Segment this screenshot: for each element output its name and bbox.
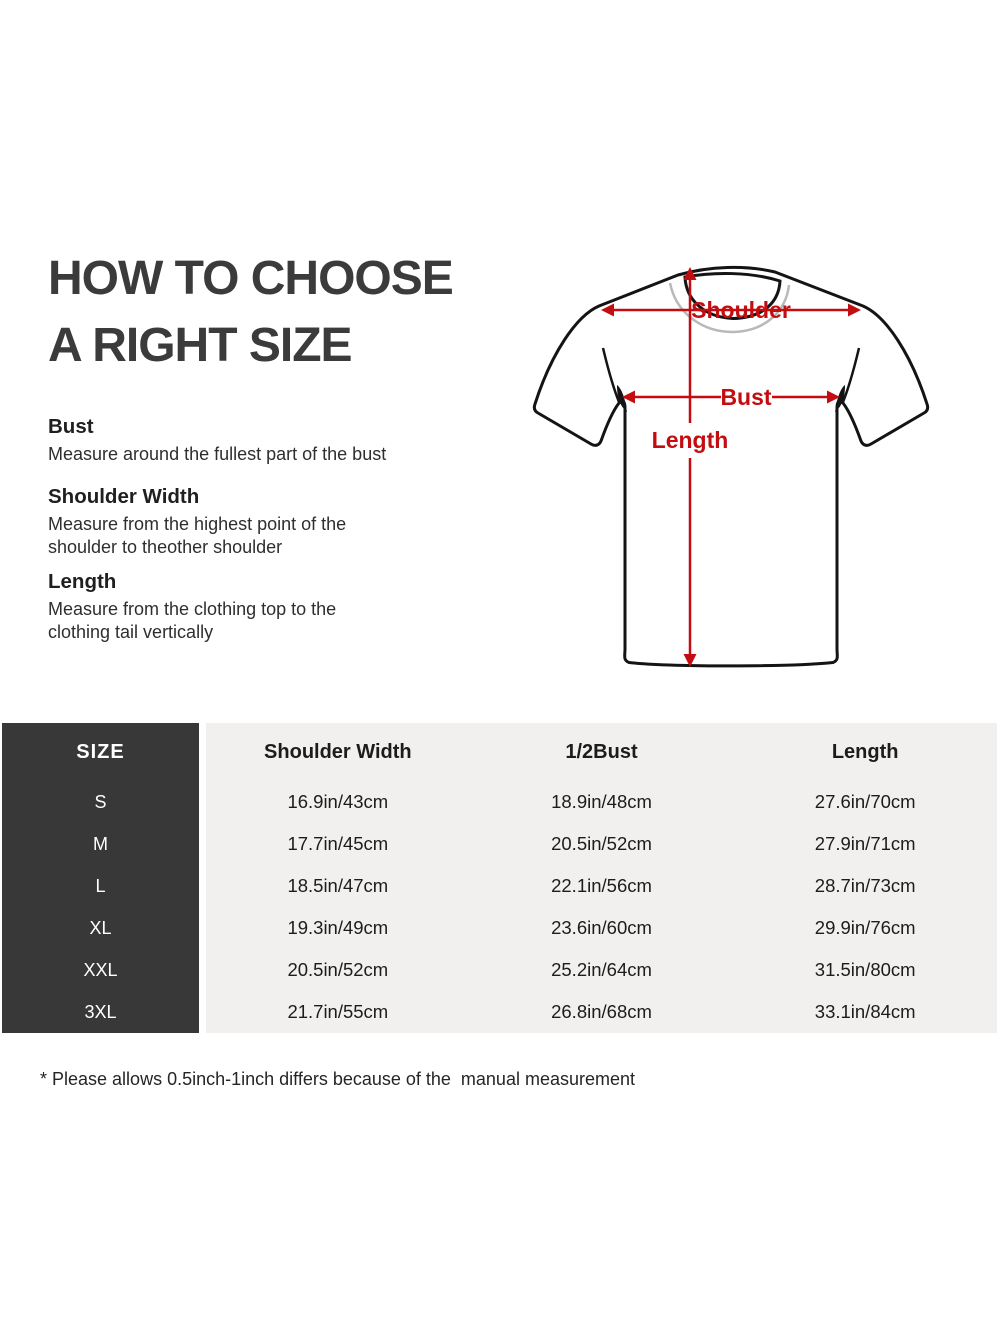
page-title-line1: HOW TO CHOOSE bbox=[48, 252, 453, 305]
column-header-length: Length bbox=[831, 740, 899, 763]
instruction-bust bbox=[48, 414, 478, 466]
table-cell: 27.6in/70cm bbox=[814, 791, 916, 812]
tshirt-outline bbox=[534, 267, 927, 665]
size-label-m: M bbox=[93, 833, 108, 854]
table-cell: 18.5in/47cm bbox=[287, 875, 389, 896]
instruction-length bbox=[48, 569, 478, 643]
bust-label: Bust bbox=[720, 384, 772, 410]
instruction-text: clothing tail vertically bbox=[48, 621, 214, 642]
size-label-xl: XL bbox=[89, 917, 112, 938]
size-label-3xl: 3XL bbox=[84, 1001, 117, 1022]
page-title-line2: A RIGHT SIZE bbox=[48, 319, 352, 372]
column-header-shoulder-width: Shoulder Width bbox=[264, 740, 412, 763]
table-row bbox=[206, 991, 997, 1033]
table-cell: 18.9in/48cm bbox=[551, 791, 652, 812]
measurement-disclaimer: * Please allows 0.5inch-1inch differs because of the manual measurement bbox=[40, 1069, 636, 1089]
instruction-title: Length bbox=[48, 570, 117, 593]
table-cell: 20.5in/52cm bbox=[551, 833, 652, 854]
size-column bbox=[2, 723, 199, 1033]
table-row bbox=[206, 823, 997, 865]
table-cell: 27.9in/71cm bbox=[814, 833, 916, 854]
table-cell: 33.1in/84cm bbox=[814, 1001, 916, 1022]
table-cell: 26.8in/68cm bbox=[551, 1001, 652, 1022]
instruction-title: Bust bbox=[48, 415, 94, 438]
column-header-half-bust: 1/2Bust bbox=[565, 740, 638, 763]
table-cell: 22.1in/56cm bbox=[551, 875, 652, 896]
size-table bbox=[2, 723, 997, 1033]
table-row bbox=[206, 907, 997, 949]
table-cell: 17.7in/45cm bbox=[287, 833, 389, 854]
shoulder-label: Shoulder bbox=[691, 297, 791, 323]
page-title bbox=[48, 245, 453, 379]
instruction-text: Measure from the clothing top to the bbox=[48, 599, 337, 619]
instruction-title: Shoulder Width bbox=[48, 485, 200, 508]
size-label-l: L bbox=[95, 875, 106, 896]
table-header-row bbox=[206, 723, 997, 781]
table-row bbox=[206, 781, 997, 823]
instruction-shoulder-width bbox=[48, 484, 478, 558]
length-label: Length bbox=[651, 427, 729, 453]
table-cell: 21.7in/55cm bbox=[287, 1001, 389, 1022]
table-cell: 19.3in/49cm bbox=[287, 917, 389, 938]
table-data-area bbox=[206, 723, 997, 1033]
table-cell: 23.6in/60cm bbox=[551, 917, 652, 938]
table-cell: 25.2in/64cm bbox=[551, 959, 652, 980]
size-label-xxl: XXL bbox=[83, 959, 118, 980]
instruction-text: Measure from the highest point of the bbox=[48, 514, 347, 534]
instruction-text: Measure around the fullest part of the bust bbox=[48, 444, 387, 464]
table-cell: 29.9in/76cm bbox=[814, 917, 916, 938]
table-row bbox=[206, 865, 997, 907]
table-row bbox=[206, 949, 997, 991]
size-column-header: SIZE bbox=[76, 740, 125, 763]
table-cell: 31.5in/80cm bbox=[814, 959, 916, 980]
table-cell: 28.7in/73cm bbox=[814, 875, 916, 896]
table-cell: 16.9in/43cm bbox=[287, 791, 389, 812]
instruction-text: shoulder to theother shoulder bbox=[48, 536, 283, 557]
tshirt-measurement-diagram bbox=[520, 255, 940, 675]
size-label-s: S bbox=[94, 791, 107, 812]
table-cell: 20.5in/52cm bbox=[287, 959, 389, 980]
